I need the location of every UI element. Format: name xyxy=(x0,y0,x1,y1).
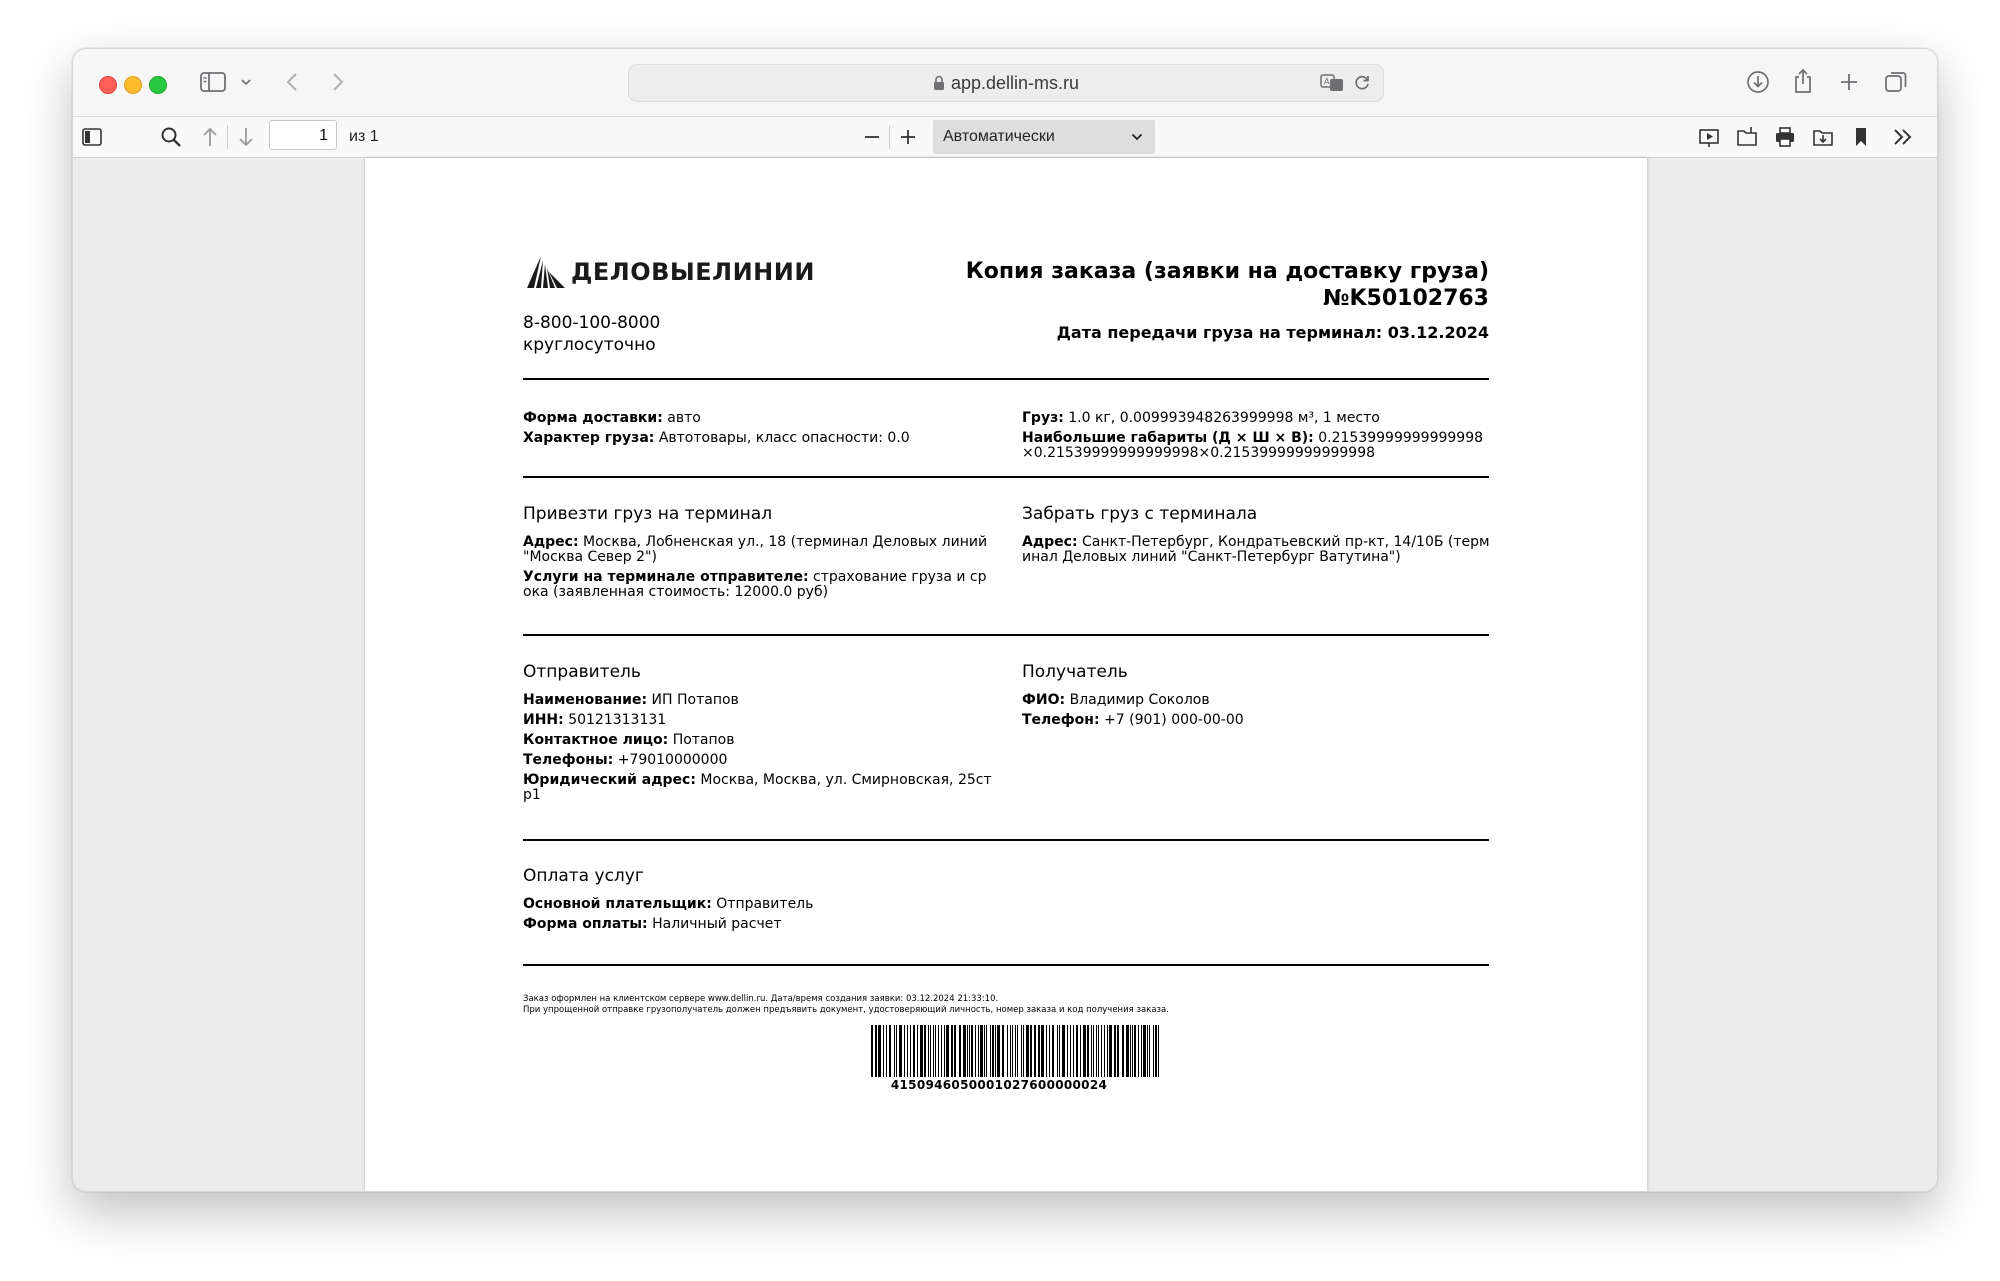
logo-mark-icon xyxy=(527,254,567,290)
barcode-bar xyxy=(1073,1025,1074,1077)
svg-text:A: A xyxy=(1324,77,1330,86)
toggle-sidebar-icon[interactable] xyxy=(81,126,103,148)
barcode-bar xyxy=(1143,1025,1146,1077)
downloads-icon[interactable] xyxy=(1745,69,1771,95)
barcode-bar xyxy=(1153,1025,1154,1077)
barcode-bar xyxy=(1149,1025,1150,1077)
toolbar-separator xyxy=(889,125,890,149)
barcode-bar xyxy=(1083,1025,1086,1077)
company-logo xyxy=(527,254,815,290)
receiver-title: Получатель xyxy=(1022,662,1128,682)
barcode-bar xyxy=(1046,1025,1047,1077)
footer-line-1: Заказ оформлен на клиентском сервере www.dellin.ru. Дата/время создания заявки: 03.12.2024 21:33:10. xyxy=(523,994,999,1004)
address-bar[interactable] xyxy=(628,64,1384,102)
pickup-services-row: Услуги на терминале отправителе: страхование груза и срока (заявленная стоимость: 12000.0 руб) xyxy=(523,569,987,600)
barcode-bar xyxy=(975,1025,976,1077)
barcode-bar xyxy=(971,1025,973,1077)
browser-window xyxy=(72,48,1938,1192)
sender-legal-address-row: Юридический адрес: Москва, Москва, ул. Смирновская, 25стр1 xyxy=(523,772,992,803)
barcode-bar xyxy=(1141,1025,1142,1077)
contact-phone xyxy=(523,312,660,356)
logo-text: ДЕЛОВЫЕЛИНИИ xyxy=(571,258,815,286)
previous-page-icon[interactable] xyxy=(199,125,221,149)
page-number-input[interactable]: 1 xyxy=(269,120,337,150)
toolbar-separator xyxy=(227,125,228,149)
barcode-bar xyxy=(917,1025,918,1077)
receiver-name-row: ФИО: Владимир Соколов xyxy=(1022,692,1210,708)
zoom-in-icon[interactable] xyxy=(897,126,919,148)
barcode-bar xyxy=(1052,1025,1054,1077)
sender-name-row: Наименование: ИП Потапов xyxy=(523,692,739,708)
barcode-bar xyxy=(1007,1025,1008,1077)
payment-section xyxy=(523,865,993,937)
barcode-bar xyxy=(1030,1025,1032,1077)
barcode xyxy=(871,1025,1161,1077)
sender-section xyxy=(523,661,993,808)
barcode-bar xyxy=(944,1025,945,1077)
page-count-label: из 1 xyxy=(349,128,379,145)
barcode-bar xyxy=(946,1025,949,1077)
delivery-section xyxy=(1022,503,1492,570)
barcode-bar xyxy=(1155,1025,1157,1077)
barcode-bar xyxy=(1138,1025,1139,1077)
barcode-bar xyxy=(963,1025,966,1077)
barcode-bar xyxy=(1098,1025,1099,1077)
barcode-bar xyxy=(1041,1025,1044,1077)
barcode-bar xyxy=(871,1025,873,1077)
barcode-bar xyxy=(1147,1025,1148,1077)
barcode-bar xyxy=(933,1025,934,1077)
barcode-bar xyxy=(1070,1025,1071,1077)
barcode-bar xyxy=(997,1025,1000,1077)
divider xyxy=(523,634,1489,636)
barcode-bar xyxy=(1038,1025,1040,1077)
phone-hours: круглосуточно xyxy=(523,335,656,355)
barcode-bar xyxy=(894,1025,895,1077)
next-page-icon[interactable] xyxy=(235,125,257,149)
zoom-select-value: Автоматически xyxy=(943,128,1055,145)
barcode-bar xyxy=(1132,1025,1133,1077)
footer-note xyxy=(523,994,1169,1016)
transfer-date: Дата передачи груза на терминал: 03.12.2024 xyxy=(1056,323,1489,342)
barcode-bar xyxy=(875,1025,877,1077)
receiver-section xyxy=(1022,661,1492,733)
order-number: №K50102763 xyxy=(1323,286,1489,311)
barcode-bar xyxy=(1057,1025,1058,1077)
close-window-button[interactable] xyxy=(99,76,117,94)
pdf-toolbar xyxy=(73,117,1937,158)
pickup-address-row: Адрес: Москва, Лобненская ул., 18 (терминал Деловых линий "Москва Север 2") xyxy=(523,534,988,565)
title-bar xyxy=(73,49,1937,117)
barcode-bar xyxy=(1021,1025,1022,1077)
barcode-bar xyxy=(930,1025,931,1077)
bookmark-icon[interactable] xyxy=(1849,125,1873,149)
barcode-bar xyxy=(1117,1025,1119,1077)
barcode-bar xyxy=(883,1025,884,1077)
barcode-bar xyxy=(1158,1025,1159,1077)
barcode-bar xyxy=(889,1025,891,1077)
barcode-bar xyxy=(1122,1025,1124,1077)
sender-inn-row: ИНН: 50121313131 xyxy=(523,712,667,728)
barcode-bar xyxy=(1114,1025,1116,1077)
barcode-bar xyxy=(896,1025,897,1077)
barcode-bar xyxy=(920,1025,923,1077)
barcode-bar xyxy=(1107,1025,1108,1077)
barcode-bar xyxy=(886,1025,887,1077)
lock-icon xyxy=(933,67,945,103)
barcode-bar xyxy=(1101,1025,1102,1077)
barcode-bar xyxy=(941,1025,942,1077)
barcode-bar xyxy=(1104,1025,1105,1077)
barcode-bar xyxy=(904,1025,905,1077)
barcode-bar xyxy=(1034,1025,1036,1077)
barcode-bar xyxy=(1062,1025,1065,1077)
barcode-bar xyxy=(1026,1025,1029,1077)
barcode-bar xyxy=(1023,1025,1024,1077)
barcode-bar xyxy=(967,1025,968,1077)
delivery-title: Забрать груз с терминала xyxy=(1022,504,1258,524)
barcode-bar xyxy=(913,1025,915,1077)
cargo-info-left xyxy=(523,411,993,451)
zoom-select[interactable] xyxy=(933,120,1155,154)
document-title xyxy=(966,258,1489,312)
barcode-bar xyxy=(1096,1025,1097,1077)
delivery-address-row: Адрес: Санкт-Петербург, Кондратьевский пр-кт, 14/10Б (терминал Деловых линий "Санкт-Петербург Ватутина") xyxy=(1022,534,1490,565)
more-tools-icon[interactable] xyxy=(1891,125,1915,149)
barcode-bar xyxy=(1049,1025,1050,1077)
pickup-title: Привезти груз на терминал xyxy=(523,504,773,524)
sidebar-toggle-icon[interactable] xyxy=(199,70,227,94)
cargo-row: Груз: 1.0 кг, 0.009993948263999998 м³, 1 место xyxy=(1022,410,1380,426)
barcode-bar xyxy=(1012,1025,1013,1077)
payment-title: Оплата услуг xyxy=(523,866,644,886)
zoom-window-button[interactable] xyxy=(149,76,167,94)
barcode-bar xyxy=(924,1025,926,1077)
barcode-bar xyxy=(907,1025,908,1077)
title-line-1: Копия заказа (заявки на доставку груза) xyxy=(965,259,1489,284)
phone-number: 8-800-100-8000 xyxy=(523,313,661,333)
open-file-icon[interactable] xyxy=(1735,125,1759,149)
reload-icon[interactable] xyxy=(1351,72,1373,94)
sender-phones-row: Телефоны: +79010000000 xyxy=(523,752,728,768)
barcode-bar xyxy=(954,1025,956,1077)
chevron-down-icon xyxy=(1131,120,1143,154)
search-icon[interactable] xyxy=(159,125,183,149)
barcode-bar xyxy=(959,1025,961,1077)
barcode-bar xyxy=(978,1025,979,1077)
save-icon[interactable] xyxy=(1811,125,1835,149)
barcode-bar xyxy=(899,1025,902,1077)
dimensions-row: Наибольшие габариты (Д × Ш × В): 0.21539999999999998×0.21539999999999998×0.21539999999999998 xyxy=(1022,430,1484,461)
barcode-bar xyxy=(990,1025,991,1077)
barcode-bar xyxy=(1002,1025,1004,1077)
divider xyxy=(523,378,1489,380)
translate-icon[interactable] xyxy=(1319,72,1345,94)
barcode-bar xyxy=(935,1025,936,1077)
barcode-bar xyxy=(1059,1025,1060,1077)
cargo-type-row: Характер груза: Автотовары, класс опасности: 0.0 xyxy=(523,430,910,446)
sender-title: Отправитель xyxy=(523,662,641,682)
footer-line-2: При упрощенной отправке грузополучатель должен предъявить документ, удостоверяющий личность, номер заказа и код получения заказа. xyxy=(523,1005,1169,1015)
barcode-bar xyxy=(992,1025,994,1077)
tab-overview-icon[interactable] xyxy=(1883,69,1909,95)
barcode-bar xyxy=(910,1025,911,1077)
pdf-viewport[interactable] xyxy=(73,158,1937,1191)
barcode-bar xyxy=(1080,1025,1081,1077)
minimize-window-button[interactable] xyxy=(124,76,142,94)
barcode-bar xyxy=(951,1025,953,1077)
barcode-bar xyxy=(1126,1025,1129,1077)
receiver-phone-row: Телефон: +7 (901) 000-00-00 xyxy=(1022,712,1244,728)
barcode-bar xyxy=(995,1025,996,1077)
barcode-bar xyxy=(1093,1025,1094,1077)
barcode-bar xyxy=(1087,1025,1089,1077)
barcode-bar xyxy=(1015,1025,1016,1077)
barcode-bar xyxy=(1091,1025,1092,1077)
barcode-bar xyxy=(1076,1025,1078,1077)
divider xyxy=(523,476,1489,478)
barcode-bar xyxy=(986,1025,987,1077)
barcode-number: 4150946050001027600000024 xyxy=(890,1078,1108,1092)
pickup-section xyxy=(523,503,993,605)
payer-row: Основной плательщик: Отправитель xyxy=(523,896,814,912)
barcode-bar xyxy=(980,1025,983,1077)
cargo-info-right xyxy=(1022,411,1492,466)
barcode-bar xyxy=(969,1025,970,1077)
barcode-bar xyxy=(928,1025,929,1077)
url-field[interactable] xyxy=(629,65,1383,101)
divider xyxy=(523,964,1489,966)
barcode-bar xyxy=(984,1025,985,1077)
payment-form-row: Форма оплаты: Наличный расчет xyxy=(523,916,782,932)
barcode-bar xyxy=(1010,1025,1011,1077)
barcode-bar xyxy=(1067,1025,1068,1077)
zoom-out-icon[interactable] xyxy=(861,126,883,148)
presentation-mode-icon[interactable] xyxy=(1697,125,1721,149)
print-icon[interactable] xyxy=(1773,125,1797,149)
barcode-bar xyxy=(878,1025,881,1077)
chevron-down-icon[interactable] xyxy=(239,74,253,90)
barcode-bar xyxy=(1130,1025,1131,1077)
barcode-bar xyxy=(1017,1025,1018,1077)
delivery-form-row: Форма доставки: авто xyxy=(523,410,701,426)
sender-contact-row: Контактное лицо: Потапов xyxy=(523,732,735,748)
barcode-bar xyxy=(1134,1025,1136,1077)
new-tab-icon[interactable] xyxy=(1837,70,1861,94)
forward-icon[interactable] xyxy=(327,70,349,94)
back-icon[interactable] xyxy=(281,70,303,94)
pdf-page xyxy=(365,158,1647,1191)
barcode-bar xyxy=(1109,1025,1112,1077)
divider xyxy=(523,839,1489,841)
url-text: app.dellin-ms.ru xyxy=(950,73,1080,93)
share-icon[interactable] xyxy=(1791,67,1815,95)
barcode-bar xyxy=(938,1025,939,1077)
